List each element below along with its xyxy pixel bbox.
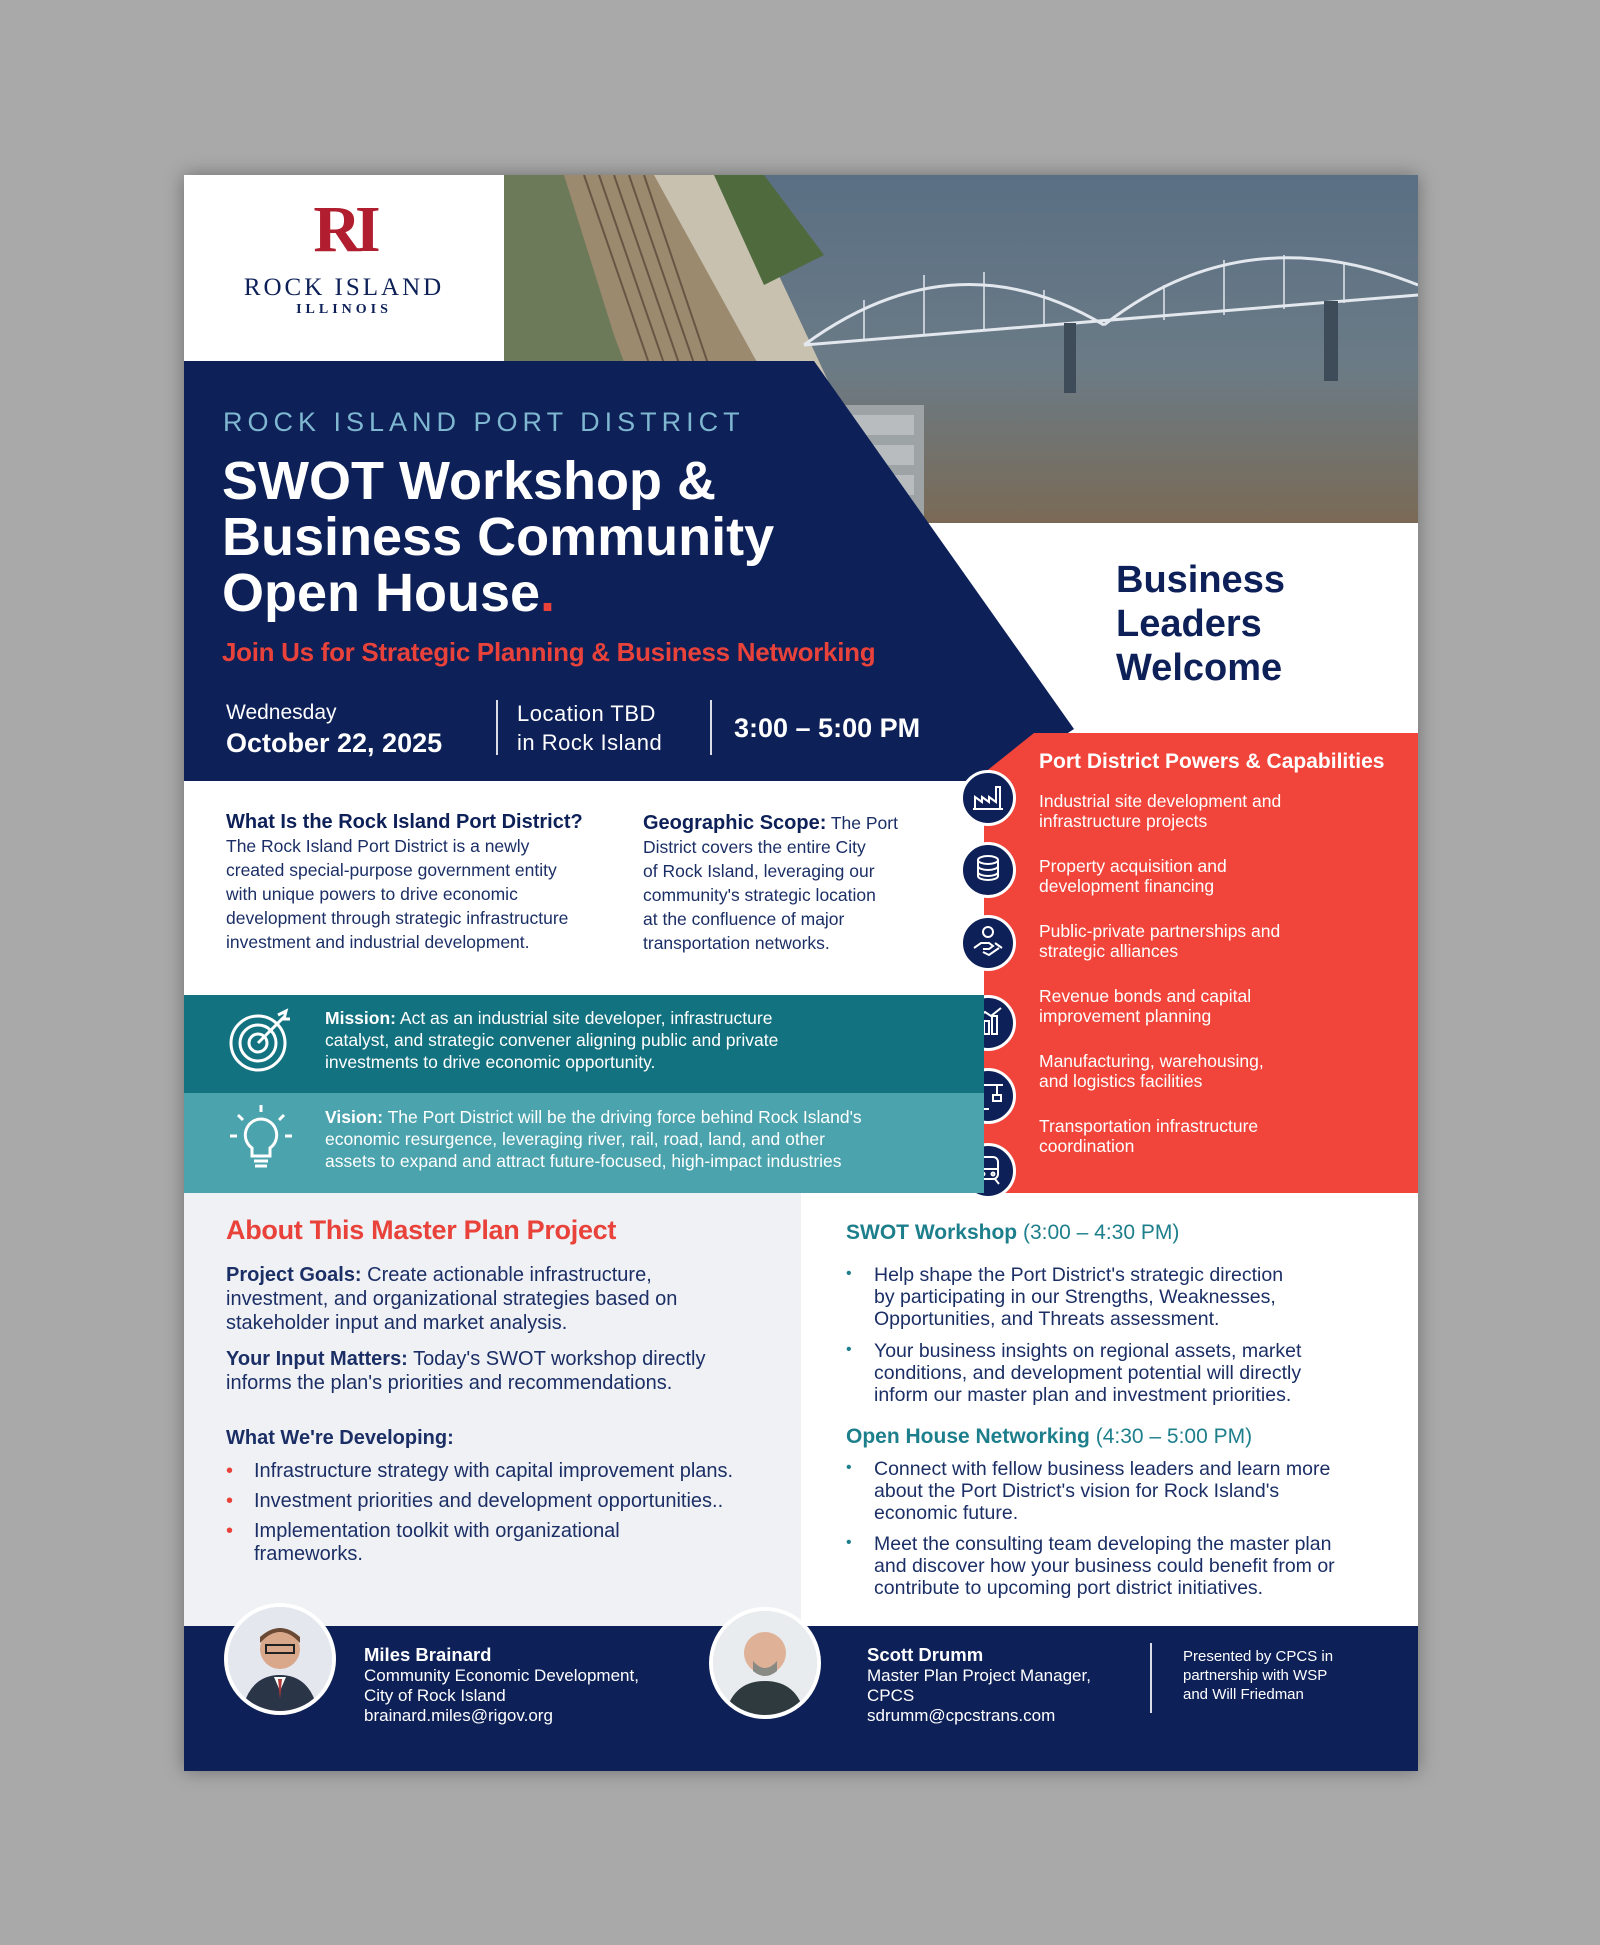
target-icon — [226, 1005, 296, 1080]
kicker: ROCK ISLAND PORT DISTRICT — [223, 407, 745, 437]
what-is-line: development through strategic infrastructure — [226, 908, 569, 928]
list-item — [846, 1458, 1386, 1524]
what-is-section — [226, 811, 646, 954]
divider — [710, 700, 712, 755]
goals-label: Project Goals: — [226, 1264, 362, 1286]
avatar — [709, 1607, 821, 1719]
list-item — [846, 1264, 1386, 1330]
event-time: 3:00 – 5:00 PM — [734, 713, 921, 743]
what-is-line: created special-purpose government entity — [226, 860, 557, 880]
contact-org: CPCS — [867, 1686, 915, 1705]
power-item — [1039, 921, 1389, 961]
list-item-line: by participating in our Strengths, Weaknesses, — [874, 1286, 1276, 1308]
contact-name: Miles Brainard — [364, 1644, 492, 1665]
power-item — [1039, 1051, 1389, 1091]
contact-org: City of Rock Island — [364, 1686, 506, 1705]
divider — [496, 700, 498, 755]
power-item-line-1: Industrial site development and — [1039, 791, 1282, 811]
contact-email[interactable]: sdrumm@cpcstrans.com — [867, 1706, 1056, 1725]
networking-heading — [846, 1425, 1252, 1449]
mission-label: Mission: — [325, 1008, 396, 1028]
goals-line: Create actionable infrastructure, — [367, 1264, 652, 1286]
coins-icon — [960, 842, 1016, 898]
what-is-line: with unique powers to drive economic — [226, 884, 518, 904]
power-item — [1039, 856, 1389, 896]
power-item — [1039, 1116, 1389, 1156]
handshake-icon — [960, 915, 1016, 971]
event-date: October 22, 2025 — [226, 728, 443, 758]
list-item-line: conditions, and development potential will directly — [874, 1362, 1302, 1384]
networking-time: (4:30 – 5:00 PM) — [1095, 1425, 1253, 1448]
list-item-line: frameworks. — [254, 1543, 363, 1565]
welcome-line-2: Leaders — [1116, 603, 1262, 645]
list-item-line: economic future. — [874, 1502, 1019, 1524]
mission-line: investments to drive economic opportunity. — [325, 1052, 656, 1072]
contact-title: Master Plan Project Manager, — [867, 1666, 1091, 1685]
what-is-line: The Rock Island Port District is a newly — [226, 836, 530, 856]
vision-line: assets to expand and attract future-focused, high-impact industries — [325, 1151, 842, 1171]
title-dot: . — [540, 563, 556, 623]
input-label: Your Input Matters: — [226, 1348, 408, 1370]
welcome-line-1: Business — [1116, 559, 1285, 601]
power-item-line-2: infrastructure projects — [1039, 811, 1208, 831]
vision-line: The Port District will be the driving force behind Rock Island's — [387, 1107, 862, 1127]
page-title — [222, 453, 922, 621]
goals-line: stakeholder input and market analysis. — [226, 1312, 568, 1334]
scope-line: of Rock Island, leveraging our — [643, 861, 875, 881]
city-logo — [224, 193, 464, 350]
power-item-line-2: strategic alliances — [1039, 941, 1179, 961]
vision-text — [325, 1106, 965, 1172]
mission-line: Act as an industrial site developer, infrastructure — [399, 1008, 773, 1028]
power-item-line-1: Transportation infrastructure — [1039, 1116, 1259, 1136]
list-item-line: • Connect with fellow business leaders and learn more — [874, 1458, 1331, 1480]
scope-line: at the confluence of major — [643, 909, 845, 929]
power-item-line-2: coordination — [1039, 1136, 1135, 1156]
title-line-3: Open House — [222, 563, 541, 623]
title-line-1: SWOT Workshop & — [222, 451, 716, 511]
list-item — [226, 1520, 786, 1566]
scope-line: community's strategic location — [643, 885, 876, 905]
event-flyer — [184, 175, 1418, 1771]
power-item-line-1: Property acquisition and — [1039, 856, 1227, 876]
power-item-line-1: Public-private partnerships and — [1039, 921, 1281, 941]
avatar — [224, 1603, 336, 1715]
list-item-line: • Your business insights on regional assets, market — [874, 1340, 1302, 1362]
swot-heading-label: SWOT Workshop — [846, 1221, 1018, 1244]
welcome-callout — [1116, 558, 1285, 690]
vision-line: economic resurgence, leveraging river, rail, road, land, and other — [325, 1129, 825, 1149]
list-item-line: • Implementation toolkit with organizational — [254, 1520, 620, 1542]
input-line: informs the plan's priorities and recommendations. — [226, 1372, 673, 1394]
power-item — [1039, 791, 1389, 831]
networking-heading-label: Open House Networking — [846, 1425, 1090, 1448]
list-item-line: contribute to upcoming port district initiatives. — [874, 1577, 1264, 1599]
power-item — [1039, 986, 1389, 1026]
developing-heading: What We're Developing: — [226, 1427, 454, 1449]
goals-line: investment, and organizational strategies based on — [226, 1288, 678, 1310]
scope-line: The Port — [830, 813, 898, 833]
presented-by-line: and Will Friedman — [1183, 1686, 1304, 1703]
what-is-line: investment and industrial development. — [226, 932, 530, 952]
event-location-line-1: Location TBD — [517, 701, 656, 726]
list-item-line: • Meet the consulting team developing the master plan — [874, 1533, 1332, 1555]
list-item — [846, 1340, 1386, 1406]
swot-time: (3:00 – 4:30 PM) — [1022, 1221, 1180, 1244]
mission-line: catalyst, and strategic convener aligning public and private — [325, 1030, 779, 1050]
vision-label: Vision: — [325, 1107, 384, 1127]
divider — [1150, 1643, 1152, 1713]
scope-section — [643, 811, 963, 955]
subtitle: Join Us for Strategic Planning & Business Networking — [222, 637, 876, 667]
power-item-line-2: and logistics facilities — [1039, 1071, 1203, 1091]
power-item-line-1: Revenue bonds and capital — [1039, 986, 1252, 1006]
event-day: Wednesday — [226, 701, 337, 724]
about-title: About This Master Plan Project — [226, 1215, 617, 1245]
list-item-line: • Investment priorities and development opportunities.. — [254, 1490, 724, 1512]
project-goals — [226, 1263, 796, 1335]
event-location-line-2: in Rock Island — [517, 730, 663, 755]
power-item-line-2: development financing — [1039, 876, 1215, 896]
presented-by — [1183, 1647, 1403, 1704]
presented-by-line: Presented by CPCS in — [1183, 1648, 1334, 1665]
list-item-line: Opportunities, and Threats assessment. — [874, 1308, 1220, 1330]
list-item-line: and discover how your business could benefit from or — [874, 1555, 1335, 1577]
list-item-line: inform our master plan and investment priorities. — [874, 1384, 1292, 1406]
power-item-line-1: Manufacturing, warehousing, — [1039, 1051, 1264, 1071]
input-matters — [226, 1347, 796, 1395]
power-item-line-2: improvement planning — [1039, 1006, 1212, 1026]
logo-monogram: RI — [313, 193, 375, 266]
input-line: Today's SWOT workshop directly — [413, 1348, 706, 1370]
list-item-line: • Help shape the Port District's strategic direction — [874, 1264, 1284, 1286]
scope-heading: Geographic Scope: — [643, 812, 827, 834]
contact-name: Scott Drumm — [867, 1644, 984, 1665]
logo-city: ROCK ISLAND — [243, 274, 445, 301]
lightbulb-icon — [226, 1103, 296, 1184]
contact-title: Community Economic Development, — [364, 1666, 639, 1685]
scope-line: District covers the entire City — [643, 837, 866, 857]
scope-line: transportation networks. — [643, 933, 830, 953]
factory-icon — [960, 770, 1016, 826]
list-item — [226, 1490, 786, 1513]
contact-card — [364, 1644, 664, 1726]
powers-title: Port District Powers & Capabilities — [1039, 750, 1385, 773]
logo-state: ILLINOIS — [296, 302, 392, 317]
what-is-heading: What Is the Rock Island Port District? — [226, 811, 583, 833]
contact-card — [867, 1644, 1127, 1726]
swot-heading — [846, 1221, 1179, 1245]
presented-by-line: partnership with WSP — [1183, 1667, 1328, 1684]
list-item-line: • Infrastructure strategy with capital improvement plans. — [254, 1460, 734, 1482]
list-item — [846, 1533, 1386, 1599]
mission-text — [325, 1007, 965, 1073]
contact-email[interactable]: brainard.miles@rigov.org — [364, 1706, 553, 1725]
title-line-2: Business Community — [222, 507, 775, 567]
list-item-line: about the Port District's vision for Rock Island's — [874, 1480, 1280, 1502]
list-item — [226, 1460, 786, 1483]
welcome-line-3: Welcome — [1116, 647, 1283, 689]
